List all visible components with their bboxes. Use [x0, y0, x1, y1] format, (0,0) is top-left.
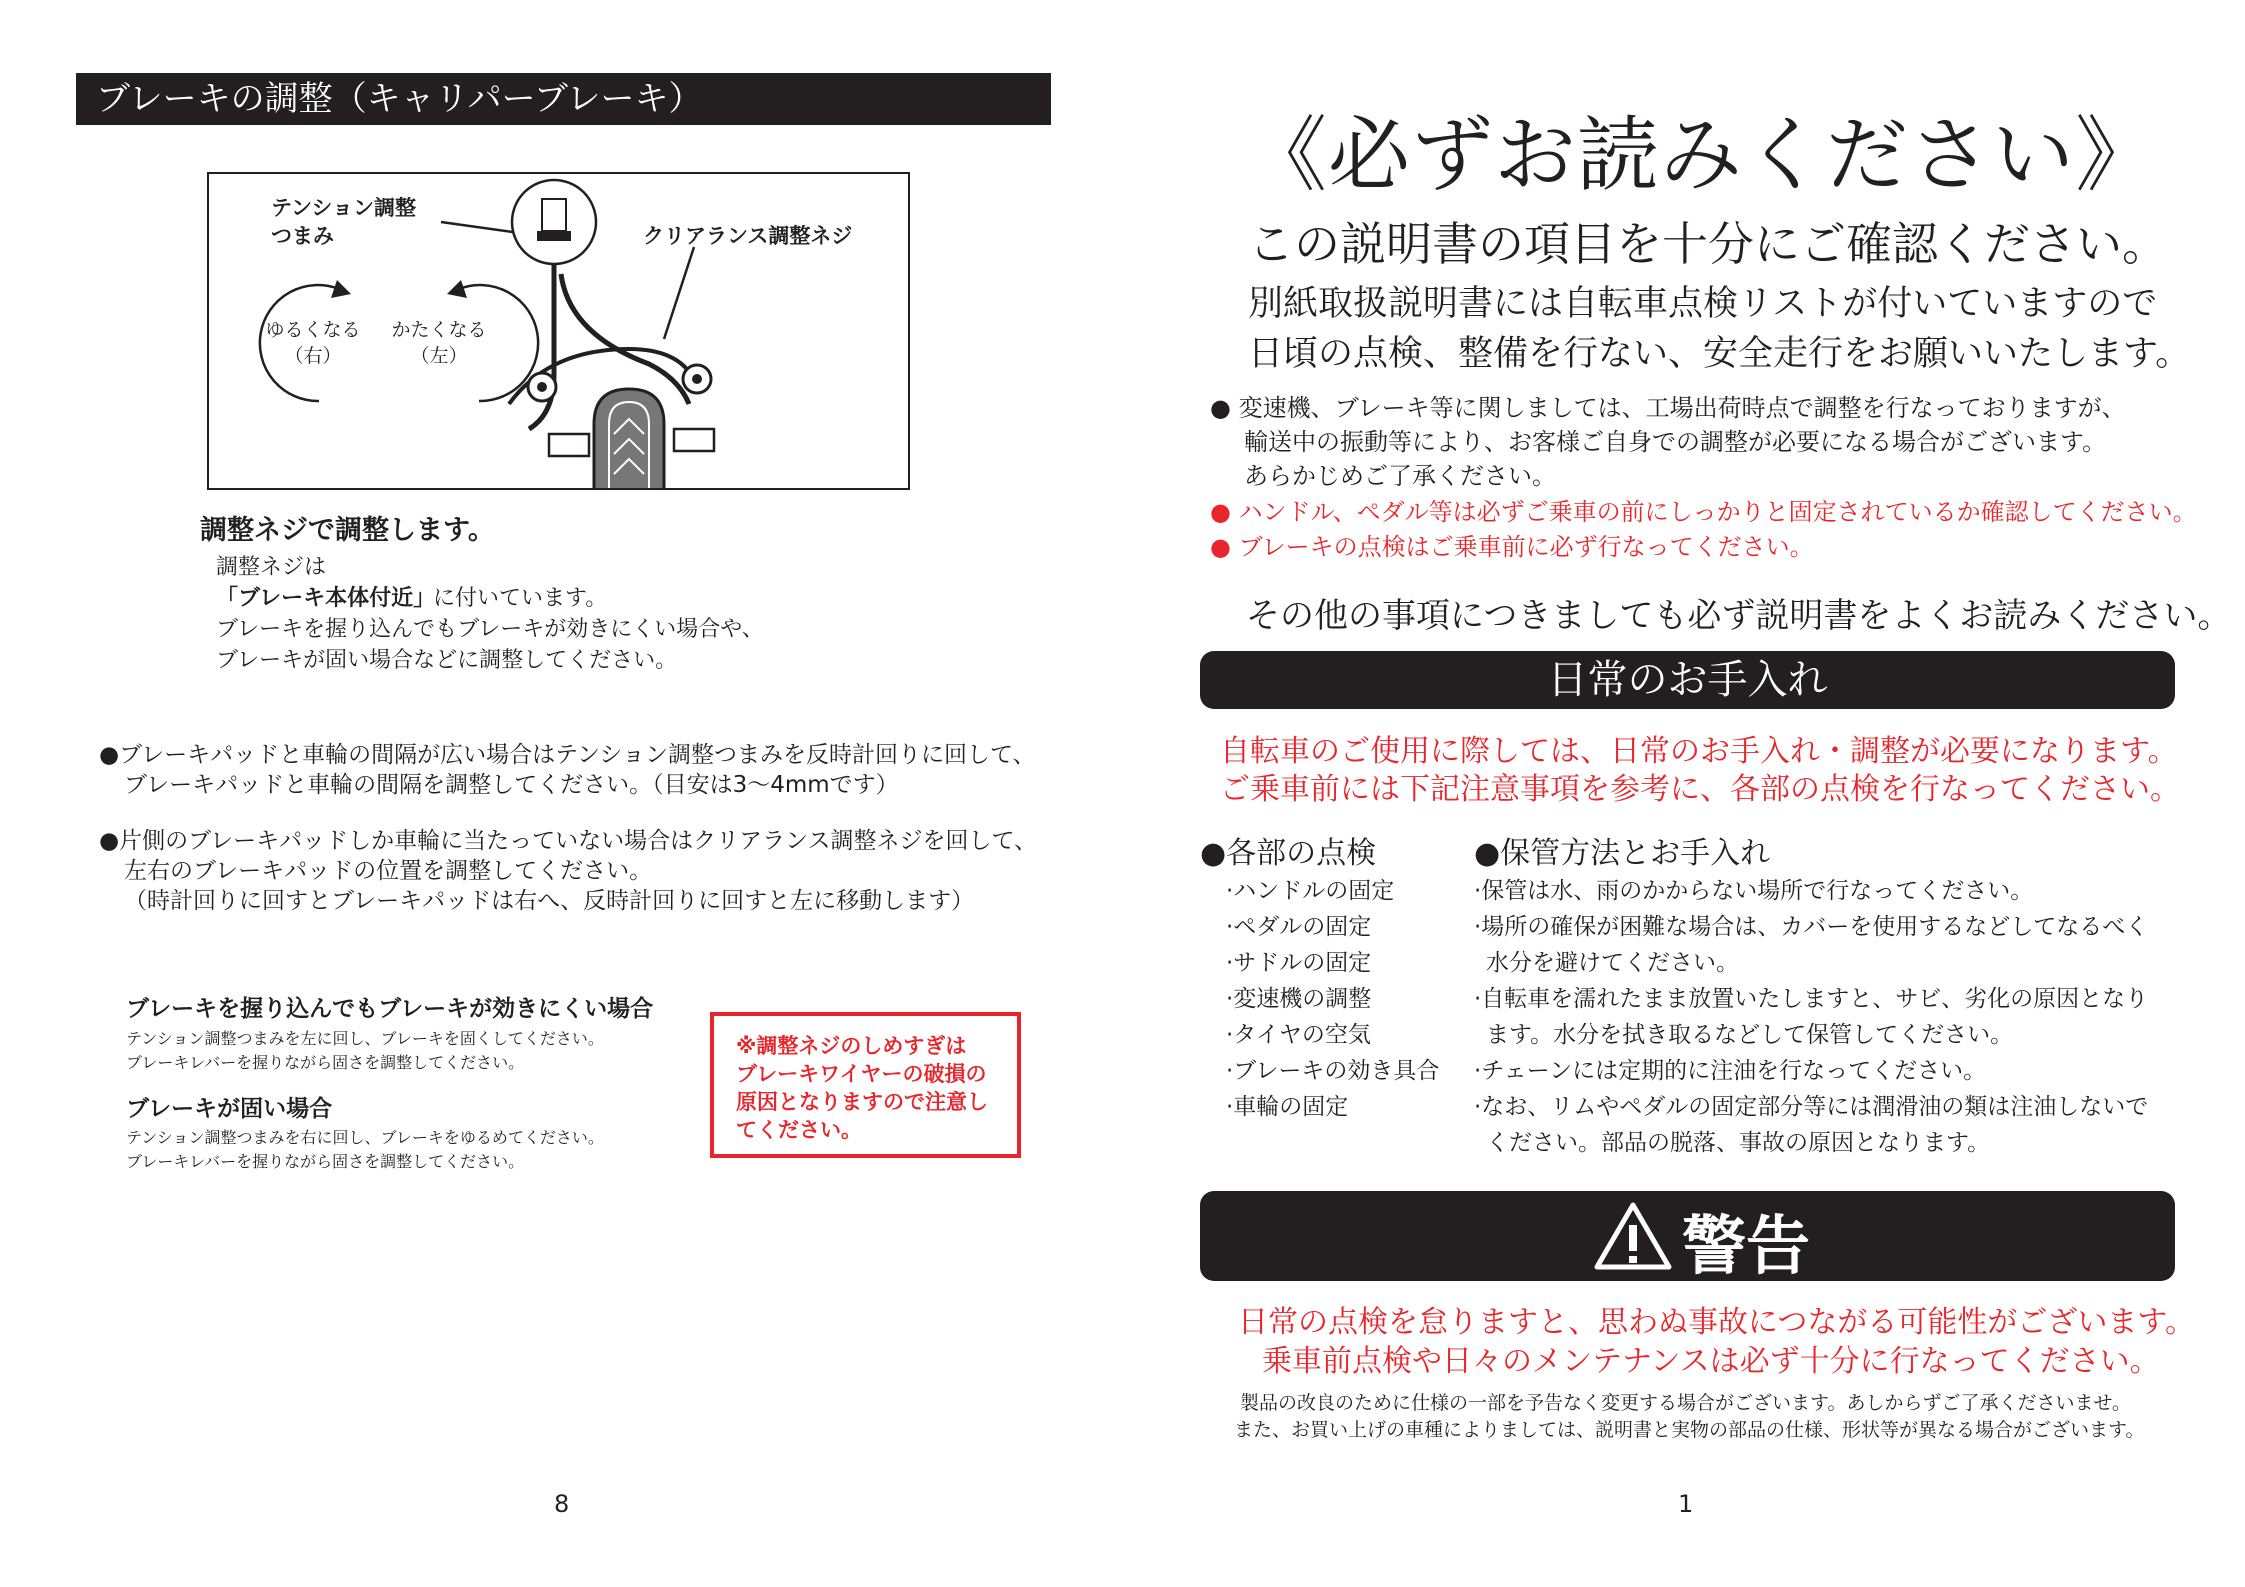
- check-item-tire-air: ·タイヤの空気: [1226, 1022, 1371, 1048]
- check-item-handle: ·ハンドルの固定: [1226, 878, 1395, 904]
- caution-line-3: 原因となりますので注意し: [736, 1090, 988, 1114]
- check-item-brake: ·ブレーキの効き具合: [1226, 1058, 1440, 1084]
- left-bullet-2-note: （時計回りに回すとブレーキパッドは右へ、反時計回りに回すと左に移動します）: [124, 888, 975, 914]
- tension-knob-label-2: つまみ: [271, 224, 334, 248]
- storage-line-1: ·保管は水、雨のかからない場所で行なってください。: [1474, 878, 2034, 904]
- warning-red-line-1: 日常の点検を怠りますと、思わぬ事故につながる可能性がございます。: [1238, 1305, 2195, 1340]
- notice-bullet-handle-pedal: ● ハンドル、ペダル等は必ずご乗車の前にしっかりと固定されているか確認してください。: [1210, 498, 2197, 526]
- left-bullet-2-cont: 左右のブレーキパッドの位置を調整してください。: [124, 858, 653, 884]
- subtitle: この説明書の項目を十分にご確認ください。: [1248, 217, 2168, 271]
- check-item-saddle: ·サドルの固定: [1226, 950, 1372, 976]
- notice-bullet-1-cont: 輸送中の振動等により、お客様ご自身での調整が必要になる場合がございます。: [1244, 428, 2107, 456]
- storage-line-6: ·チェーンには定期的に注油を行なってください。: [1474, 1058, 1987, 1084]
- page-number-left: 8: [554, 1490, 570, 1518]
- case-weak-brake-line-2: ブレーキレバーを握りながら固さを調整してください。: [126, 1053, 525, 1072]
- inspection-heading: ●各部の点検: [1200, 836, 1377, 871]
- loosen-direction: （右）: [284, 345, 342, 367]
- caliper-brake-diagram: [207, 172, 910, 490]
- case-stiff-brake-line-2: ブレーキレバーを握りながら固さを調整してください。: [126, 1152, 525, 1171]
- case-stiff-brake-line-1: テンション調整つまみを右に回し、ブレーキをゆるめてください。: [126, 1128, 604, 1147]
- warning-red-line-2: 乗車前点検や日々のメンテナンスは必ず十分に行なってください。: [1262, 1344, 2160, 1379]
- storage-line-3: 水分を避けてください。: [1486, 950, 1739, 976]
- case-weak-brake-heading: ブレーキを握り込んでもブレーキが効きにくい場合: [126, 996, 654, 1022]
- check-item-pedal: ·ペダルの固定: [1226, 914, 1372, 940]
- footnote-line-2: また、お買い上げの車種によりましては、説明書と実物の部品の仕様、形状等が異なる場合がございます。: [1234, 1419, 2145, 1441]
- adjust-line-1: 調整ネジは: [216, 555, 327, 580]
- storage-line-8: ください。部品の脱落、事故の原因となります。: [1486, 1130, 1991, 1156]
- tension-knob-label-1: テンション調整: [271, 196, 417, 220]
- loosen-label: ゆるくなる: [265, 319, 361, 341]
- intro-line-1: 別紙取扱説明書には自転車点検リストが付いていますので: [1248, 284, 2158, 324]
- other-matters-line: その他の事項につきましても必ず説明書をよくお読みください。: [1246, 596, 2232, 636]
- intro-line-2: 日頃の点検、整備を行ない、安全走行をお願いいたします。: [1248, 334, 2191, 374]
- adjust-line-4: ブレーキが固い場合などに調整してください。: [216, 648, 678, 673]
- case-weak-brake-line-1: テンション調整つまみを左に回し、ブレーキを固くしてください。: [126, 1029, 604, 1048]
- adjust-line-2: に付いています。: [433, 586, 608, 611]
- left-bullet-2: ●片側のブレーキパッドしか車輪に当たっていない場合はクリアランス調整ネジを回して、: [99, 828, 1037, 854]
- caution-line-2: ブレーキワイヤーの破損の: [736, 1062, 987, 1086]
- main-title: 《必ずお読みください》: [1245, 108, 2159, 203]
- section-header-brake-adjustment: ブレーキの調整（キャリパーブレーキ）: [76, 73, 1051, 125]
- storage-line-4: ·自転車を濡れたまま放置いたしますと、サビ、劣化の原因となり: [1474, 986, 2149, 1012]
- care-red-line-2: ご乗車前には下記注意事項を参考に、各部の点検を行なってください。: [1220, 772, 2180, 807]
- caution-line-1: ※調整ネジのしめすぎは: [736, 1034, 967, 1058]
- check-item-wheel: ·車輪の固定: [1226, 1094, 1349, 1120]
- notice-bullet-brake-check: ● ブレーキの点検はご乗車前に必ず行なってください。: [1210, 533, 1814, 561]
- tighten-label: かたくなる: [391, 319, 487, 341]
- storage-heading: ●保管方法とお手入れ: [1474, 836, 1771, 871]
- clearance-screw-label: クリアランス調整ネジ: [643, 224, 853, 248]
- page-number-right: 1: [1678, 1490, 1694, 1518]
- case-stiff-brake-heading: ブレーキが固い場合: [126, 1096, 333, 1122]
- check-item-derailleur: ·変速機の調整: [1226, 986, 1372, 1012]
- adjust-heading: 調整ネジで調整します。: [200, 515, 495, 546]
- notice-bullet-1: ● 変速機、ブレーキ等に関しましては、工場出荷時点で調整を行なっておりますが、: [1210, 394, 2126, 422]
- warning-triangle-icon: [1594, 1201, 1672, 1271]
- storage-line-7: ·なお、リムやペダルの固定部分等には潤滑油の類は注油しないで: [1474, 1094, 2149, 1120]
- notice-bullet-1-cont-2: あらかじめご了承ください。: [1244, 462, 1556, 490]
- daily-care-bar: 日常のお手入れ: [1200, 651, 2175, 709]
- storage-line-5: ます。水分を拭き取るなどして保管してください。: [1486, 1022, 2014, 1048]
- footnote-line-1: 製品の改良のために仕様の一部を予告なく変更する場合がございます。あしからずご了承くださいませ。: [1240, 1392, 2131, 1414]
- tighten-direction: （左）: [410, 345, 468, 367]
- left-bullet-1-cont: ブレーキパッドと車輪の間隔を調整してください。（目安は3〜4mmです）: [124, 772, 899, 798]
- care-red-line-1: 自転車のご使用に際しては、日常のお手入れ・調整が必要になります。: [1220, 734, 2178, 769]
- adjust-location-emphasis: 「ブレーキ本体付近」: [216, 586, 436, 611]
- left-bullet-1: ●ブレーキパッドと車輪の間隔が広い場合はテンション調整つまみを反時計回りに回して、: [99, 742, 1036, 768]
- caution-line-4: てください。: [736, 1118, 862, 1142]
- storage-line-2: ·場所の確保が困難な場合は、カバーを使用するなどしてなるべく: [1474, 914, 2149, 940]
- warning-title: 警告: [1682, 1210, 1810, 1284]
- adjust-line-3: ブレーキを握り込んでもブレーキが効きにくい場合や、: [216, 617, 764, 642]
- loosen-arrow: [260, 285, 339, 401]
- warning-bar: [1200, 1191, 2175, 1284]
